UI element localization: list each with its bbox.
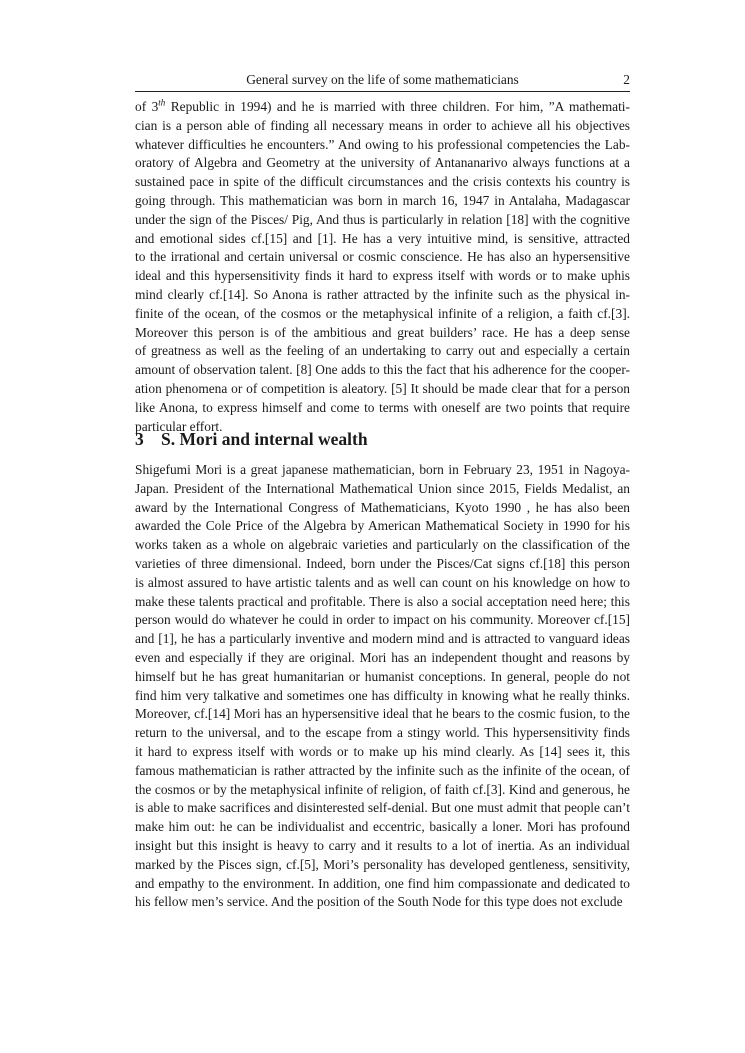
section-number: 3	[135, 429, 144, 449]
paragraph-line: return to the universal, and to the escape from a stingy world. This hypersensitivity finds	[135, 725, 630, 741]
paragraph-line: Moreover, cf.[14] Mori has an hypersensitive ideal that he bears to the cosmic fusion, to the	[135, 706, 630, 722]
paragraph-line: finite of the ocean, of the cosmos or the metaphysical infinite of a religion, a faith cf.[3].	[135, 305, 630, 321]
section-title: S. Mori and internal wealth	[161, 429, 368, 449]
header-rule	[135, 91, 630, 92]
paragraph-line: like Anona, to express himself and come to terms with oneself are two points that require	[135, 399, 630, 415]
page-number: 2	[623, 72, 630, 87]
paragraph-line: insight but this insight is heavy to carry and it results to a lot of inertia. As an individual	[135, 837, 630, 853]
paragraph-line: make these talents practical and profitable. There is also a social acceptation need here; this	[135, 593, 630, 609]
paragraph-line: his fellow men’s service. And the position of the South Node for this type does not exclude	[135, 894, 623, 910]
paragraph-line: varieties of three dimensional. Indeed, born under the Pisces/Cat signs cf.[18] this person	[135, 555, 630, 571]
line-prefix: of 3	[135, 99, 159, 114]
paragraph-line: it hard to express itself with words or to make up his mind clearly. As [14] sees it, this	[135, 743, 630, 759]
paragraph-line: ation phenomena or of competition is aleatory. [5] It should be made clear that for a person	[135, 380, 630, 396]
paragraph-line: and emotional sides cf.[15] and [1]. He has a very intuitive mind, is sensitive, attracted	[135, 230, 630, 246]
running-head	[135, 72, 630, 92]
paragraph-line: is almost assured to have artistic talents and as well can count on his knowledge on how to	[135, 574, 630, 590]
paragraph-line: and empathy to the environment. In addition, one find him compassionate and dedicated to	[135, 875, 630, 891]
paragraph-line: make him out: he can be individualist and eccentric, basically a loner. Mori has profound	[135, 819, 630, 835]
paragraph-line: of greatness as well as the feeling of an undertaking to carry out and especially a certain	[135, 343, 630, 359]
paragraph-line: and [1], he has a particularly inventive and modern mind and is attracted to vanguard ideas	[135, 631, 630, 647]
section-heading	[135, 426, 630, 452]
paragraph-line: to the irrational and certain universal or cosmic conscience. He has also an hypersensitive	[135, 249, 630, 265]
paragraph-line: particular effort.	[135, 418, 223, 434]
paragraph-line: person would do whatever he could in order to impact on his community. Moreover cf.[15]	[135, 612, 630, 628]
paragraph-line: the cosmos or by the metaphysical infinite of religion, of faith cf.[3]. Kind and generous, he	[135, 781, 630, 797]
superscript-th: th	[158, 97, 166, 108]
paragraph-line: ideal and this hypersensitivity finds it hard to express itself with words or to make uphis	[135, 268, 630, 284]
paragraph-line: under the sign of the Pisces/ Pig, And thus is particularly in relation [18] with the cognitive	[135, 211, 630, 227]
running-head-title: General survey on the life of some mathematicians	[246, 72, 519, 87]
paragraph-mori	[135, 461, 630, 912]
paragraph-line: mind clearly cf.[14]. So Anona is rather attracted by the infinite such as the physical in-	[135, 286, 630, 302]
paragraph-line: even and especially if they are original. Mori has an independent thought and reasons by	[135, 649, 630, 665]
paragraph-line: whatever difficulties he encounters.” And owing to his professional competencies the Lab-	[135, 136, 630, 152]
paragraph-line: is able to make sacrifices and disinterested self-denial. But one must admit that people can’t	[135, 800, 630, 816]
paragraph-line: award by the International Congress of Mathematicians, Kyoto 1990 , he has also been	[135, 499, 630, 515]
paragraph-line: sustained pace in spite of the difficult circumstances and the crisis contexts his country is	[135, 174, 630, 190]
paragraph-line: going through. This mathematician was born in march 16, 1947 in Antalaha, Madagascar	[135, 192, 630, 208]
paragraph-line: Moreover this person is of the ambitious and great builders’ race. He has a deep sense	[135, 324, 630, 340]
paragraph-line: Shigefumi Mori is a great japanese mathematician, born in February 23, 1951 in Nagoya-	[135, 462, 630, 477]
line-rest: Republic in 1994) and he is married with three children. For him, ”A mathemati-	[165, 99, 630, 114]
paragraph-line: marked by the Pisces sign, cf.[5], Mori’s personality has developed gentleness, sensitivity,	[135, 856, 630, 872]
paragraph-line: Japan. President of the International Mathematical Union since 2015, Fields Medalist, an	[135, 480, 630, 496]
paragraph-line: works taken as a whole on algebraic varieties and particularly on the classification of the	[135, 537, 630, 553]
paragraph-line: himself but he has great humanitarian or humanist conceptions. In general, people do not	[135, 668, 630, 684]
paragraph-line: oratory of Algebra and Geometry at the university of Antananarivo always functions at a	[135, 155, 630, 171]
paragraph-line: find him very talkative and sometimes one has difficulty in knowing what he really thinks.	[135, 687, 630, 703]
paragraph-line: cian is a person able of finding all necessary means in order to achieve all his objectives	[135, 117, 630, 133]
paragraph-anona	[135, 98, 630, 436]
paragraph-line: famous mathematician is rather attracted by the infinite such as the infinite of the ocean, of	[135, 762, 630, 778]
paragraph-line: awarded the Cole Price of the Algebra by American Mathematical Society in 1990 for his	[135, 518, 630, 534]
paragraph-line	[135, 98, 630, 117]
paragraph-line: amount of observation talent. [8] One adds to this the fact that his adherence for the cooper-	[135, 362, 630, 378]
